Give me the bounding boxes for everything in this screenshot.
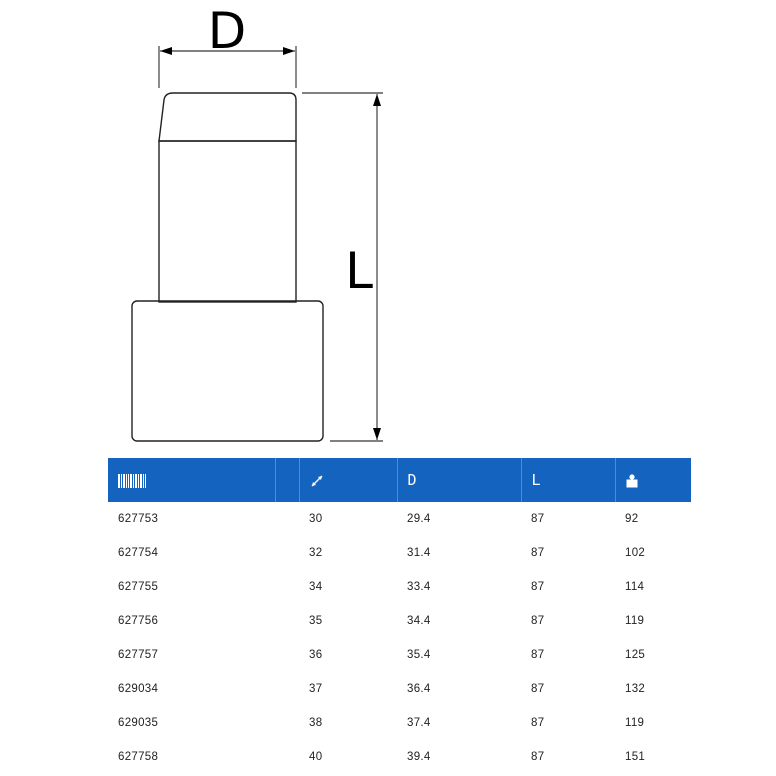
- cap-flange: [132, 301, 323, 441]
- cell-article: 627754: [118, 547, 159, 559]
- cell-weight: 151: [625, 751, 646, 763]
- cell-article: 629034: [118, 683, 159, 695]
- cell-diameter: 31.4: [407, 547, 431, 559]
- weight-icon: [626, 474, 638, 488]
- cell-diameter: 36.4: [407, 683, 431, 695]
- barcode-icon: [118, 474, 146, 488]
- cell-weight: 119: [625, 717, 645, 729]
- size-diagonal-icon: [310, 474, 324, 488]
- cell-length: 87: [531, 581, 545, 593]
- cell-size: 38: [309, 717, 323, 729]
- cell-weight: 119: [625, 615, 645, 627]
- cell-size: 34: [309, 581, 323, 593]
- cell-length: 87: [531, 683, 545, 695]
- cell-size: 35: [309, 615, 323, 627]
- cap-shaft: [159, 141, 296, 302]
- cell-article: 627756: [118, 615, 159, 627]
- cell-length: 87: [531, 649, 545, 661]
- table-row: [108, 672, 691, 706]
- table-row: [108, 604, 691, 638]
- length-label: L: [345, 242, 373, 300]
- header-weight: [615, 458, 691, 502]
- table-row: [108, 740, 691, 774]
- cell-length: 87: [531, 547, 545, 559]
- table-row: [108, 706, 691, 740]
- table-row: [108, 502, 691, 536]
- cell-length: 87: [531, 615, 545, 627]
- cell-diameter: 37.4: [407, 717, 431, 729]
- cell-article: 629035: [118, 717, 159, 729]
- cell-size: 40: [309, 751, 323, 763]
- cell-weight: 132: [625, 683, 646, 695]
- table-row: [108, 570, 691, 604]
- cell-size: 32: [309, 547, 323, 559]
- header-article-number: [108, 458, 275, 502]
- header-gap: [275, 458, 299, 502]
- header-diameter: D: [397, 458, 521, 502]
- cell-length: 87: [531, 717, 545, 729]
- cell-diameter: 35.4: [407, 649, 431, 661]
- cell-article: 627758: [118, 751, 159, 763]
- cell-diameter: 39.4: [407, 751, 431, 763]
- header-size: [299, 458, 397, 502]
- cell-weight: 102: [625, 547, 646, 559]
- cell-diameter: 29.4: [407, 513, 431, 525]
- cell-size: 36: [309, 649, 323, 661]
- cell-diameter: 33.4: [407, 581, 431, 593]
- cap-top-section: [159, 93, 296, 141]
- cell-weight: 114: [625, 581, 645, 593]
- diameter-label: D: [207, 2, 247, 60]
- cell-article: 627757: [118, 649, 159, 661]
- cell-length: 87: [531, 513, 545, 525]
- cell-size: 30: [309, 513, 323, 525]
- spec-table: [108, 458, 691, 774]
- cell-diameter: 34.4: [407, 615, 431, 627]
- cell-weight: 125: [625, 649, 646, 661]
- cell-size: 37: [309, 683, 323, 695]
- table-row: [108, 536, 691, 570]
- cell-article: 627755: [118, 581, 159, 593]
- cell-length: 87: [531, 751, 545, 763]
- cap-outline: [132, 93, 323, 441]
- header-length: L: [521, 458, 615, 502]
- table-row: [108, 638, 691, 672]
- cell-article: 627753: [118, 513, 159, 525]
- cell-weight: 92: [625, 513, 639, 525]
- table-header-row: [108, 458, 691, 502]
